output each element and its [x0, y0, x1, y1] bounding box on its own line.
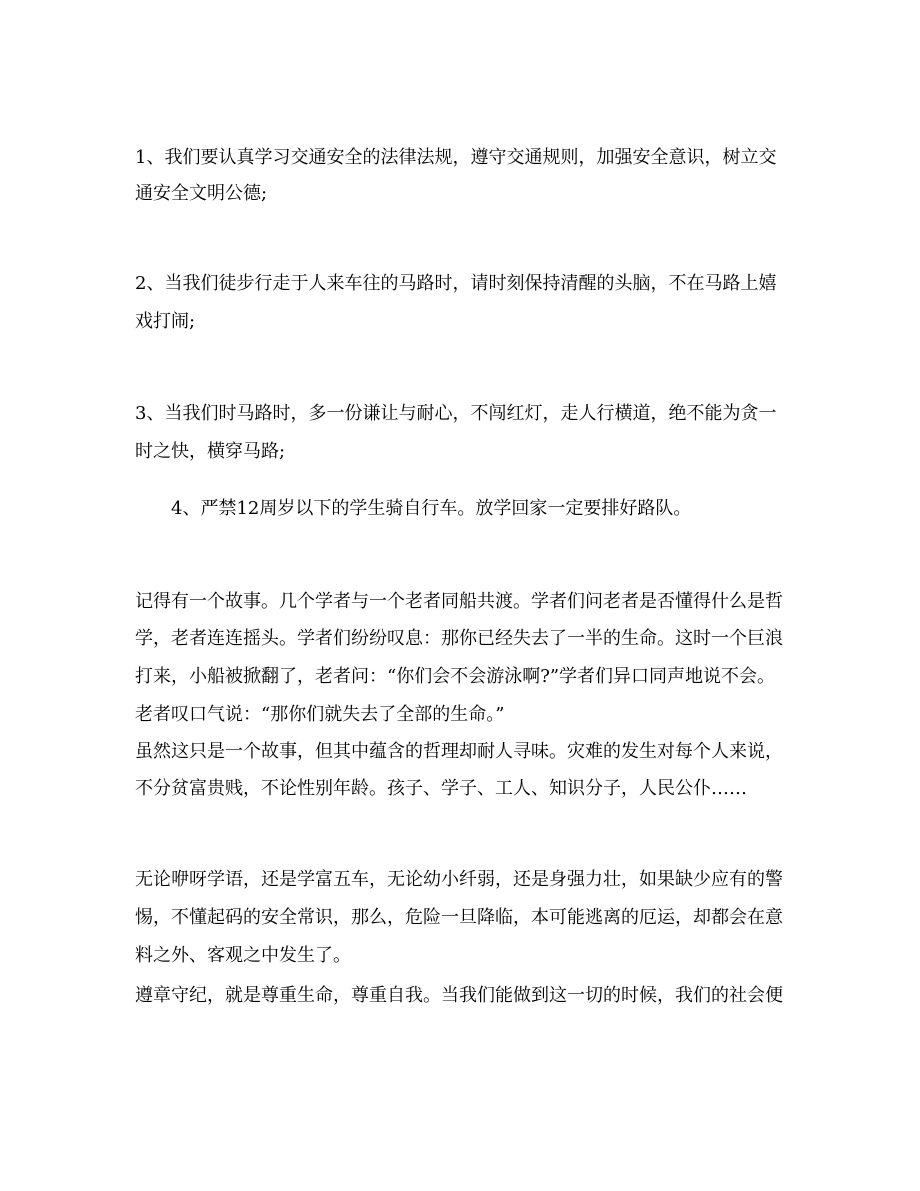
- story-line-2: 学，老者连连摇头。学者们纷纷叹息：那你已经失去了一半的生命。这时一个巨浪: [135, 628, 783, 649]
- rule-1-line-2: 通安全文明公德;: [135, 183, 268, 204]
- reflection-line-2: 不分贫富贵贱，不论性别年龄。孩子、学子、工人、知识分子，人民公仆……: [135, 778, 747, 799]
- discipline-line-1: 遵章守纪，就是尊重生命，尊重自我。当我们能做到这一切的时候，我们的社会便: [135, 985, 783, 1006]
- story-line-1: 记得有一个故事。几个学者与一个老者同船共渡。学者们问老者是否懂得什么是哲: [135, 591, 783, 612]
- awareness-line-3: 料之外、客观之中发生了。: [135, 945, 351, 966]
- rule-2-line-1: 2、当我们徒步行走于人来车往的马路时，请时刻保持清醒的头脑，不在马路上嬉: [135, 273, 777, 294]
- story-line-3: 打来，小船被掀翻了，老者问：“你们会不会游泳啊?”学者们异口同声地说不会。: [135, 666, 776, 687]
- rule-2-line-2: 戏打闹;: [135, 311, 196, 332]
- story-line-4: 老者叹口气说：“那你们就失去了全部的生命。”: [135, 704, 505, 725]
- awareness-line-1: 无论咿呀学语，还是学富五车，无论幼小纤弱，还是身强力壮，如果缺少应有的警: [135, 869, 783, 890]
- rule-1-line-1: 1、我们要认真学习交通安全的法律法规，遵守交通规则，加强安全意识，树立交: [135, 147, 777, 168]
- rule-3-line-1: 3、当我们时马路时，多一份谦让与耐心，不闯红灯，走人行横道，绝不能为贪一: [135, 403, 777, 424]
- rule-3-line-2: 时之快，横穿马路;: [135, 441, 286, 462]
- awareness-line-2: 惕，不懂起码的安全常识，那么，危险一旦降临，本可能逃离的厄运，却都会在意: [135, 907, 783, 928]
- rule-4-line-1: 4、严禁12周岁以下的学生骑自行车。放学回家一定要排好路队。: [171, 498, 692, 519]
- reflection-line-1: 虽然这只是一个故事，但其中蕴含的哲理却耐人寻味。灾难的发生对每个人来说，: [135, 741, 783, 762]
